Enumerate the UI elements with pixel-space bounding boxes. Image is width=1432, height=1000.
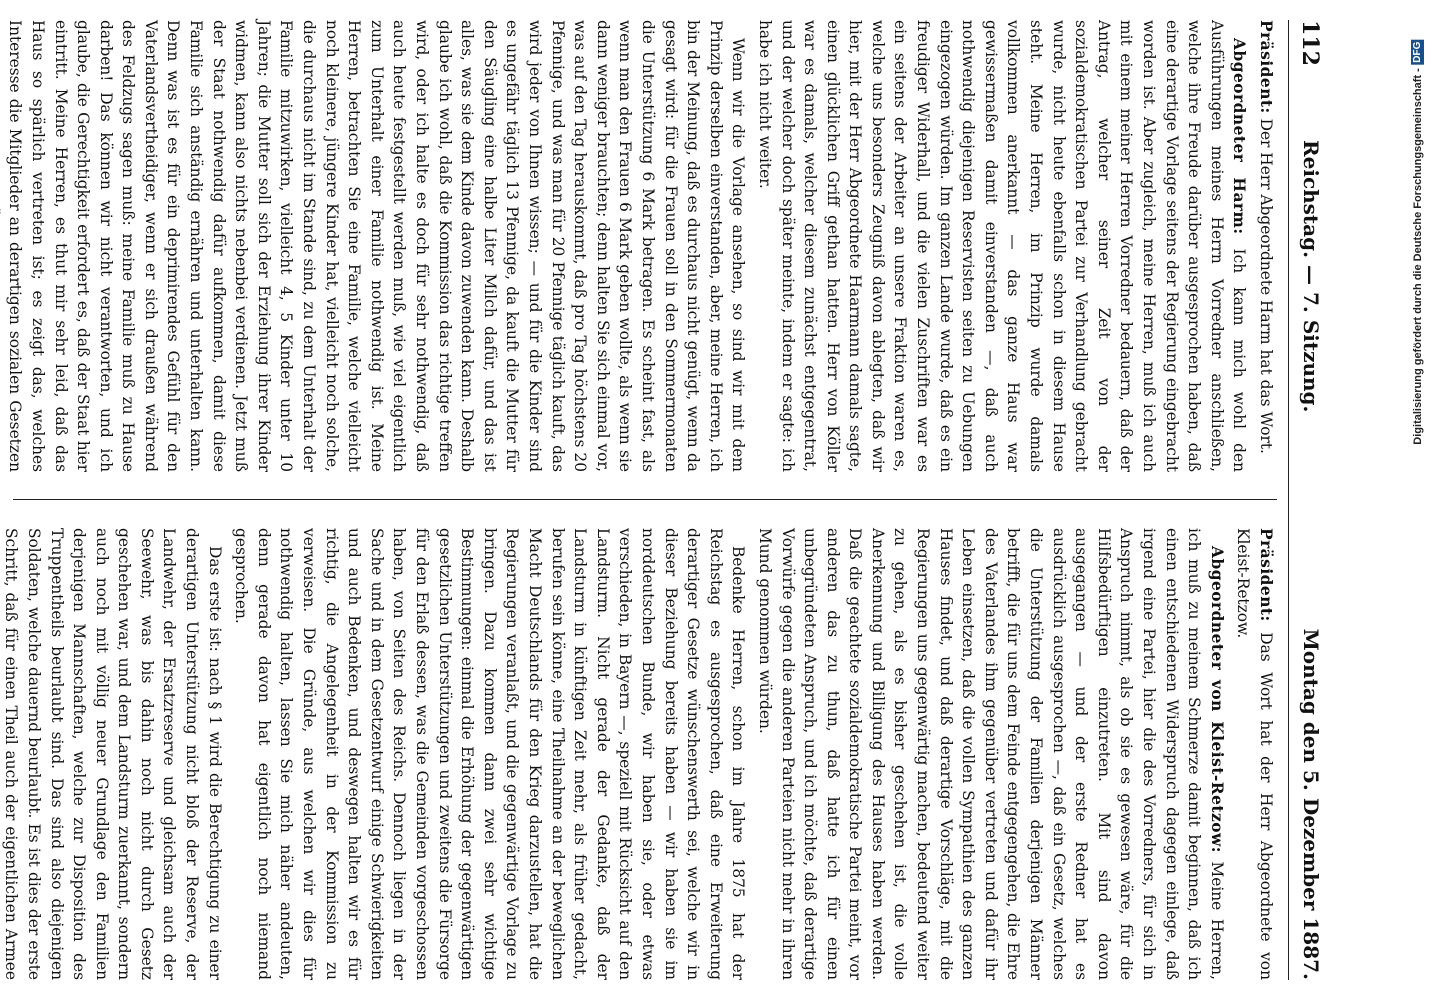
speech-text: Bedenke Herren, schon im Jahre 1875 hat der Reichstag es ausgesprochen, daß eine Erweiterung derartiger Gesetze wünschenswerth sei, welche wir in dieser Beziehung bereits haben — wir haben sie im norddeutschen Bunde, wir haben sie, oder etwas verschieden, in Bayern —, speziell mit Rücksicht auf den Landsturm. Nicht gerade der Gedanke, daß der Landsturm in künftigen Zeit mehr, als früher gedacht, berufen sein könne, eine Theilnahme an der beweglichen Macht Deutschlands für den Krieg darzustellen, hat die Regierungen veranlaßt, und die gegenwärtige Vorlage zu bringen. Dazu kommen dann zwei sehr wichtige Bestimmungen: einmal die Erhöhung der gegenwärtigen gesetzlichen Unterstützungen und zweitens die Fürsorge für den Erlaß dessen, was die Gemeinden vorgeschossen haben, von Seiten des Reichs. Dennoch liegen in der Sache und in dem Gesetzentwurf einige Schwierigkeiten und auch Bedenken, und deswegen halten wir es für richtig, die Angelegenheit in der Kommission zu verweisen. Die Gründe, aus welchen wir dies für nothwendig halten, lassen Sie mich näher andeuten, denn gerade davon hat eigentlich noch niemand gesprochen. bbox=[232, 528, 748, 980]
paragraph bbox=[0, 20, 749, 472]
speech-text: Meine Herren, ich muß zu meinem Schmerze damit beginnen, daß ich einen entschiedenen Widerspruch dagegen einlege, daß irgend eine Partei, hier die des Vorredners, für sich in Anspruch nimmt, als ob sie es gewesen wäre, für die Hilfsbedürftigen einzutreten. Mit sind davon ausgegangen — und der erste Redner hat es ausdrücklich ausgesprochen —, daß ein Gesetz, welches die Unterstützung der Familien derjenigen Männer betrifft, die für uns dem Feinde entgegengehen, die Ehre des Vaterlandes ihm gegenüber vertreten und dafür ihr Leben einsetzen, daß die vollen Sympathien des ganzen Hauses findet, und daß derartige Vorschläge, mit die Regierungen uns gegenwärtig machen, bedeutend weiter zu gehen, als es bisher geschehen ist, die volle Anerkennung und Billigung des Hauses haben werden. Daß die geachtete sozialdemokratische Partei meint, vor anderen das zu thun, daß hatte ich für einen unbegründeten Anspruch, und ich möchte, daß derartige Vorwürfe gegen die anderen Parteien nicht mehr in ihren Mund genommen würden. bbox=[755, 528, 1226, 980]
speech-text: Wenn wir die Vorlage ansehen, so sind wir mit dem Prinzip derselben einverstanden, aber, meine Herren, ich bin der Meinung, daß es durchaus nicht genügt, wenn da gesagt wird: für die Frauen soll in den Sommermonaten die Unterstützung 6 Mark betragen. Es scheint fast, als wenn man den Frauen 6 Mark geben wollte, als wenn sie dann weniger brauchten; denn halten Sie sich einmal vor, was auf den Tag herauskommt, daß pro Tag höchstens 20 Pfennige, und was man für 20 Pfennige täglich kauft, das wird jeder von Ihnen wissen; — und für die Kinder sind es ungefähr täglich 13 Pfennige, da kauft die Mutter für den Säugling eine halbe Liter Milch dafür, und das ist alles, was sie dem Kinde davon zuwenden kann. Deshalb glaube ich wohl, daß die Kommission das richtige treffen wird, oder ich halte es doch für sehr nothwendig, daß auch heute festgestellt werden muß, wie viel eigentlich zum Unterhalt einer Familie nothwendig ist. Meine Herren, betrachten Sie eine Familie, welche vielleicht noch kleinere, jüngere Kinder hat, vielleicht noch solche, die durchaus nicht im Stande sind, zu dem Unterhalt der Familie mitzuwirken, vielleicht 4, 5 Kinder unter 10 Jahren; die Mutter soll sich der Erziehung ihrer Kinder widmen, kann also nichts nebenbei verdienen. Jetzt muß der Staat nothwendig dafür aufkommen, damit diese Familie sich anständig ernähren und unterhalten kann. Denn was ist es für ein deprimirendes Gefühl für den Vaterlandsvertheidiger, wenn er sich draußen während des Feldzugs sagen muß: meine Familie muß zu Hause darben! Das können wir nicht verantworten, und ich glaube, die Gerechtigkeit erfordert es, daß der Staat hier eintritt. Meine Herren, es thut mir sehr leid, daß das Haus so spärlich vertreten ist; es zeigt das, welches Interesse die Mitglieder an derartigen sozialen Gesetzen bbox=[6, 20, 748, 472]
page-number: 112 bbox=[1297, 20, 1323, 66]
speech-text: Das Wort hat der Herr Abgeordnete von Kleist-Retzow. bbox=[1234, 528, 1275, 980]
paragraph bbox=[753, 20, 1250, 472]
rotated-print-page bbox=[2, 20, 1335, 980]
right-column bbox=[2, 528, 1277, 980]
paragraph bbox=[0, 528, 226, 980]
speaker-name: Abgeordneter Harm: bbox=[1230, 38, 1249, 235]
paragraph bbox=[230, 528, 750, 980]
dfg-logo: DFG bbox=[1412, 42, 1423, 64]
page-header bbox=[1288, 20, 1335, 980]
speech-text: Der Herr Abgeordnete Harm hat das Wort. bbox=[1257, 118, 1275, 454]
left-column bbox=[6, 20, 1277, 472]
header-date: Montag den 5. Dezember 1887. bbox=[1299, 628, 1323, 980]
column-divider bbox=[13, 499, 1277, 500]
paragraph bbox=[1254, 20, 1277, 472]
header-session: Reichstag. — 7. Sitzung. bbox=[1299, 140, 1323, 413]
speaker-name: Präsident: bbox=[1257, 20, 1275, 114]
dfg-watermark bbox=[1412, 40, 1424, 445]
paragraph bbox=[753, 528, 1227, 980]
watermark-text: Digitalisierung gefördert durch die Deutsche Forschungsgemeinschaft - bbox=[1412, 68, 1424, 445]
speech-text: Ich kann mich wohl den Ausführungen meines Herrn Vorredner anschließen, welche ihre Freude darüber ausgesprochen haben, daß eine derartige Vorlage seitens der Regierung eingebracht worden ist. Aber zugleich, meine Herren, muß ich auch mit einem meiner Herren Vorredner bedauern, daß der Antrag, welcher seiner Zeit von der sozialdemokratischen Partei zur Verhandlung gebracht wurde, nicht heute ebenfalls schon in diesem Hause steht. Meine Herren, im Prinzip wurde damals vollkommen anerkannt — das ganze Haus war gewissermaßen damit einverstanden —, daß auch nothwendig diejenigen Reservisten seiten zu Uebungen eingezogen würden. Im ganzen Lande wurde, daß es ein freudiger Widerhall, und die vielen Zuschriften war es ein seitens der Arbeiter an unsere Fraktion waren es, welche uns besonders Zeugniß davon ablegten, daß wir hier, mit der Herr Abgeordnete Haarmann damals sagte, einen glücklichen Griff gethan hatten. Herr von Köller war es damals, welcher diesem zunächst entgegentrat, und der welcher doch später meinte, indem er sagte: ich habe ich nicht weiter. bbox=[755, 20, 1249, 472]
speech-text: Das erste ist: nach § 1 wird die Berechtigung zu einer derartigen Unterstützung nicht bloß der Reserve, der Landwehr, der Ersatzreserve und gleichsam auch der Seewehr, was bis dahin noch nicht durch Gesetz geschehen war, und dem Landsturm zuerkannt, sondern auch noch mit völlig neuer Grundlage den Familien derjenigen Mannschaften, welche zur Disposition des Truppentheils beurlaubt sind. Das sind also diejenigen Soldaten, welche dauernd beurlaubt. Es ist dies der erste Schritt, daß für einen Theil auch der eigentlichen Armee bbox=[2, 528, 224, 980]
speaker-name: Präsident: bbox=[1257, 528, 1275, 622]
speaker-name: Abgeordneter von Kleist-Retzow: bbox=[1207, 546, 1226, 853]
paragraph bbox=[1232, 528, 1277, 980]
